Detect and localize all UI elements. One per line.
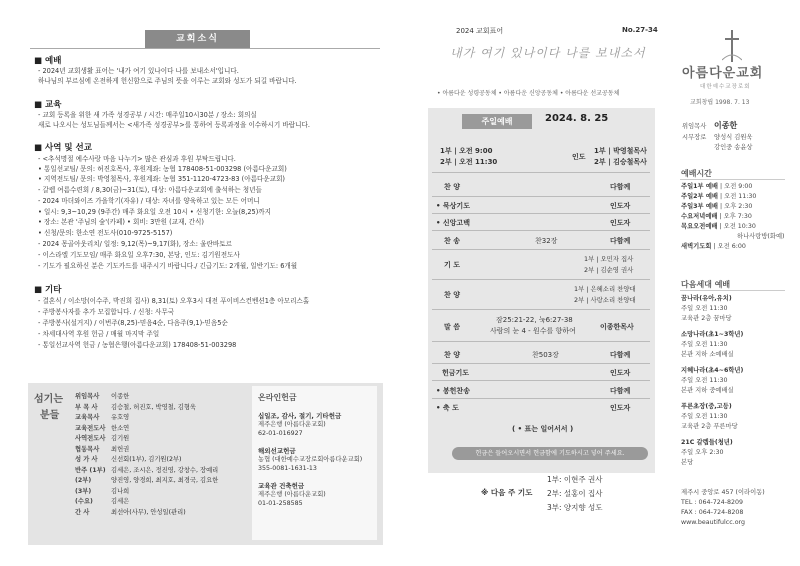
order-item-mid: 잠25:21-22, 눅6:27-38 [496,316,573,324]
next-gen-time: 주일 오전 11:30 [681,341,728,348]
order-item-mid: 찬32장 [535,237,558,245]
next-gen-place: 교육관 2층 꿈마당 [681,315,732,322]
order-item-detail: 1부 | 오민자 집사 [584,255,634,263]
staff-role: 간 사 [75,508,90,516]
staff-row [75,497,250,508]
next-gen-name: 꿈나라(유아,유치) [681,295,732,302]
staff-role: (2부) [75,477,92,484]
order-divider [432,398,650,399]
online-group-line: 62-01-016927 [258,430,303,437]
worship-time: 오후 2:30 [724,203,753,210]
order-item-label: 찬 송 [444,237,460,245]
staff-names: 유호영 [111,414,130,421]
staff-names: 이종한 [111,393,130,400]
order-divider [432,172,650,173]
order-item-label: • 묵상기도 [436,202,470,210]
next-gen-name: 21C 갈렙들(청년) [681,439,733,446]
next-gen-item [681,294,743,324]
leader-name: 2부 | 김승철목사 [594,158,647,166]
worship-time: 오전 6:00 [717,243,746,250]
order-divider [432,213,650,214]
leader-name: 1부 | 박영철목사 [594,147,647,155]
online-group-heading: 십일조, 감사, 절기, 기타헌금 [258,412,342,420]
next-gen-item [681,402,743,432]
online-group-line: 제주은행 (아름다운교회) [258,421,326,428]
staff-row [75,508,250,519]
divider [680,290,785,291]
worship-time: 오후 7:30 [723,213,752,220]
order-item-right: 다함께 [610,237,631,245]
next-gen-item [681,438,743,468]
next-week-prayer-label: ※ 다음 주 기도 [481,488,533,497]
news-line: - 2024 마더와이즈 가을학기(자유) / 대상: 자녀를 양육하고 있는 모든 어머니 [38,197,260,205]
next-gen-time: 주일 오전 11:30 [681,305,728,312]
service-time: 2부 | 오전 11:30 [440,158,498,166]
servers-label-line2: 분들 [40,410,60,421]
order-item-label: 찬 양 [444,291,460,299]
order-item-right: 이종한목사 [600,323,634,331]
order-item-detail: 2부 | 사랑소리 찬양대 [574,296,636,304]
next-gen-name: 소망나라(초1~3학년) [681,331,744,338]
address: 제주시 중앙로 457 (이라이동) [681,489,765,496]
pastor-role: 위임목사 [682,123,707,130]
next-gen-list [681,294,743,468]
news-line: - 차세대사역 후원 헌금 / 매월 마지막 주일 [38,330,160,338]
staff-names: 신선회(1부), 김기원(2부) [111,456,182,463]
staff-names: 양진영, 양경희, 최지호, 최경국, 김요한 [111,477,219,484]
order-item-right: 인도자 [610,404,631,412]
order-item-label: 찬 양 [444,183,460,191]
news-line: - 주방봉사(설거지) / 이번주(8,25)-믿음4순, 다음주(9,1)-믿음5순 [38,319,228,327]
staff-row [75,434,250,445]
offering-notice: 헌금은 들어오시면서 헌금함에 기도하시고 넣어 주세요. [452,447,648,460]
staff-role: 반주 (1부) [75,466,106,474]
next-gen-place: 본당 [681,459,694,466]
news-line: - 통일선교사역 헌금 / 농협은행(아름다운교회) 178408-51-003298 [38,341,237,349]
order-divider [432,279,650,280]
staff-row [75,403,250,414]
next-gen-time: 주일 오전 11:30 [681,413,728,420]
worship-name: 목요오전예배 [681,223,718,230]
elders: 양성식 김원욱 [714,134,753,141]
staff-names: 김승철, 허진호, 박영철, 김형욱 [111,403,197,411]
news-line: 새로 나오시는 성도님들께서는 <새가족 성경공부>를 통하여 등록과정을 이수하시기 바랍니다. [38,121,310,129]
denomination: 대한예수교장로회 [700,84,751,90]
worship-time: 오전 9:00 [724,183,753,190]
order-item-right: 다함께 [610,351,631,359]
staff-role: 교육목사 [75,414,100,421]
elder-role: 시무장로 [682,134,707,141]
slogan: 내가 여기 있나이다 나를 보내소서 [450,46,646,60]
staff-role: 성 가 사 [75,456,98,463]
staff-row [75,413,250,424]
staff-row [75,392,250,403]
news-line: - <추석명절 예수사랑 마음 나누기> 많은 관심과 후원 부탁드립니다. [38,155,236,163]
issue-number: No.27-34 [622,26,658,34]
next-gen-title: 다음세대 예배 [681,280,731,289]
news-header: 교회소식 [145,30,250,48]
pastor-name: 이종한 [714,121,738,130]
order-item-label: • 신앙고백 [436,219,470,227]
staff-row [75,476,250,487]
news-line: • 지역전도팀/ 문의: 박영철목사, 후원계좌: 농협 351-1120-4723-83 (아름다운교회) [38,175,286,183]
section-title-etc: ■ 기타 [34,285,62,295]
section-title-mission: ■ 사역 및 선교 [34,143,92,153]
servers-label-line1: 섬기는 [34,394,63,405]
order-item-detail: 1부 | 은혜소리 찬양대 [574,285,636,293]
phone: TEL : 064-724-8209 [681,499,744,506]
next-gen-item [681,366,743,396]
worship-name: 주일1부 예배 [681,183,718,190]
fax: FAX : 064-724-8208 [681,509,744,516]
staff-role: 사역전도사 [75,435,106,442]
next-gen-time: 주일 오전 11:30 [681,377,728,384]
worship-time-row: 수요저녁예배 | 오후 7:30 [681,213,752,220]
news-line: • 장소: 본관 '주님의 숲'(카페) • 회비: 3만원 (교재, 간식) [38,218,204,226]
worship-time-row: 주일2부 예배 | 오전 11:30 [681,193,757,200]
staff-role: 협동목사 [75,445,100,453]
motto-year: 2024 교회표어 [456,27,504,35]
online-group-line: 01-01-258585 [258,500,303,507]
order-item-right: 다함께 [610,387,631,395]
staff-row [75,424,250,435]
order-divider [432,249,650,250]
service-title: 주일예배 [462,114,532,129]
staff-role: 부 목 사 [75,403,98,411]
order-item-label: • 축 도 [436,404,459,412]
servers-list [75,392,250,518]
order-item-right: 인도자 [610,219,631,227]
divider [680,179,785,180]
news-line: 하나님의 부르심에 온전하게 헌신함으로 주님의 뜻을 이루는 교회와 성도가 되길 바랍니다. [38,77,297,85]
staff-names: 김세은, 조시은, 정진영, 강창수, 장예리 [111,466,219,474]
worship-times-title: 예배시간 [681,169,712,178]
online-group-line: 농협 (대한예수교장로회아름다운교회) [258,456,363,463]
next-gen-time: 주일 오후 2:30 [681,449,724,456]
staff-row [75,466,250,477]
staff-names: 김세은 [111,498,130,505]
stand-note: ( • 표는 일어서서 ) [512,425,574,433]
next-gen-name: 푸른초장(중,고등) [681,403,732,410]
next-gen-place: 본관 지하 중예배실 [681,387,734,394]
order-item-mid: 찬503장 [532,351,559,359]
news-line: • 통일선교팀/ 문의: 허진호목사, 후원계좌: 농협 178408-51-003298 (아름다운교회) [38,165,287,173]
news-line: - 주방봉사자를 추가 모집합니다. / 신청: 사무국 [38,308,175,316]
worship-times [681,182,785,252]
order-divider [432,196,650,197]
online-group-heading: 교육관 건축헌금 [258,482,305,490]
order-divider [432,309,650,310]
service-time: 1부 | 오전 9:00 [440,147,493,155]
news-line: - 갈렙 여름수련회 / 8,30(금)~31(토), 대상: 아름다운교회에 출석하는 청년들 [38,186,262,194]
staff-names: 최선아(사무), 안성일(관리) [111,508,186,516]
church-name: 아름다운교회 [682,66,764,81]
order-item-right: 인도자 [610,202,631,210]
order-item-right: 다함께 [610,183,631,191]
worship-time-row: 목요오전예배 | 오전 10:30 [681,223,756,230]
online-group-line: 제주은행 (아름다운교회) [258,491,326,498]
online-offering-title: 온라인헌금 [258,393,297,402]
order-item-label: 기 도 [444,261,460,269]
order-item-label: • 봉헌찬송 [436,387,470,395]
worship-time-row: 새벽기도회 | 오전 6:00 [681,243,746,250]
order-divider [432,380,650,381]
worship-time: 하나사랑방(화예) [737,233,785,240]
staff-row [75,445,250,456]
worship-time-row: 주일3부 예배 | 오후 2:30 [681,203,753,210]
order-item-detail: 2부 | 김순영 권사 [584,266,634,274]
next-gen-item [681,330,743,360]
news-line: • 일시: 9,3~10,29 (9주간) 매주 화요일 오전 10시 • 신청기한: 오늘(8,25)까지 [38,208,272,216]
staff-names: 최헌권 [111,445,130,453]
staff-role: (3부) [75,487,92,495]
news-line: - 결혼식 / 이소망(이수주, 박진희 집사) 8,31(토) 오후3시 대전 푸이비스컨벤션1층 아모리스홀 [38,297,310,305]
online-group-heading: 해외선교헌금 [258,447,296,455]
service-date: 2024. 8. 25 [545,113,609,124]
news-divider [30,48,380,49]
staff-names: 김나희 [111,487,130,495]
staff-names: 김기원 [111,435,130,442]
next-gen-name: 지혜나라(초4~6학년) [681,367,744,374]
news-line: - 2024 몽골아웃리치/ 일정: 9,12(목)~9,17(화), 장소: 울란바토르 [38,240,232,248]
news-line: • 신청/문의: 한소연 전도사(010-9725-5157) [38,229,173,237]
worship-name: 수요저녁예배 [681,213,718,220]
church-cross-logo-icon [722,30,742,62]
news-line: - 2024년 교회생활 표어는 '내가 여기 있나이다 나를 보내소서'입니다. [38,67,239,75]
servers-label [34,392,63,424]
next-week-prayer: 1부: 이현주 권사 [547,475,603,484]
worship-name: 새벽기도회 [681,243,712,250]
news-line: - 교회 등록을 위한 새 가족 성경공부 / 시간: 매주일10시30분 / 장소: 회의실 [38,111,257,119]
worship-time-row: 주일1부 예배 | 오전 9:00 [681,183,753,190]
order-item-right: 인도자 [610,369,631,377]
order-item-label: 헌금기도 [442,369,470,377]
worship-name: 주일2부 예배 [681,193,718,200]
section-title-education: ■ 교육 [34,100,62,110]
staff-role: 위임목사 [75,393,100,400]
next-gen-place: 교육관 2층 푸른마당 [681,423,738,430]
staff-row [75,487,250,498]
worship-name: 주일3부 예배 [681,203,718,210]
news-line: - 이스라엘 기도모임/ 매주 화요일 오후7:30, 본당, 인도: 김기원전도사 [38,251,240,259]
section-title-worship: ■ 예배 [34,56,62,66]
mission-statement: • 아름다운 성령공동체 • 아름다운 신앙공동체 • 아름다운 선교공동체 [437,90,620,97]
next-week-prayer: 3부: 양지향 성도 [547,503,603,512]
next-week-prayer: 2부: 설홍이 집사 [547,489,603,498]
worship-time: 오전 10:30 [723,223,756,230]
order-divider [432,363,650,364]
leader-label: 인도 [572,153,586,161]
staff-role: 교육전도사 [75,424,106,432]
elders: 강인중 송윤상 [714,144,753,151]
staff-role: (수요) [75,498,93,505]
online-group-line: 355-0081-1631-13 [258,465,317,472]
worship-time-row [681,232,785,242]
online-offering [258,392,376,508]
contact-info [681,488,765,528]
order-item-label: 말 씀 [444,323,460,331]
website-link[interactable]: www.beautifulcc.org [681,519,746,526]
worship-time: 오전 11:30 [724,193,757,200]
news-line: - 기도가 필요하신 분은 기도카드를 내주시기 바랍니다./ 긴급기도: 2개월, 일반기도: 6개월 [38,262,298,270]
founded-date: 교회창립 1998. 7. 13 [690,99,750,106]
staff-names: 한소연 [111,424,130,432]
next-gen-place: 본관 지하 소예배실 [681,351,734,358]
order-item-label: 찬 양 [444,351,460,359]
order-divider [432,341,650,342]
staff-row [75,455,250,466]
order-item-mid: 사람의 눈 4 - 원수를 향하여 [490,327,576,335]
order-divider [432,230,650,231]
